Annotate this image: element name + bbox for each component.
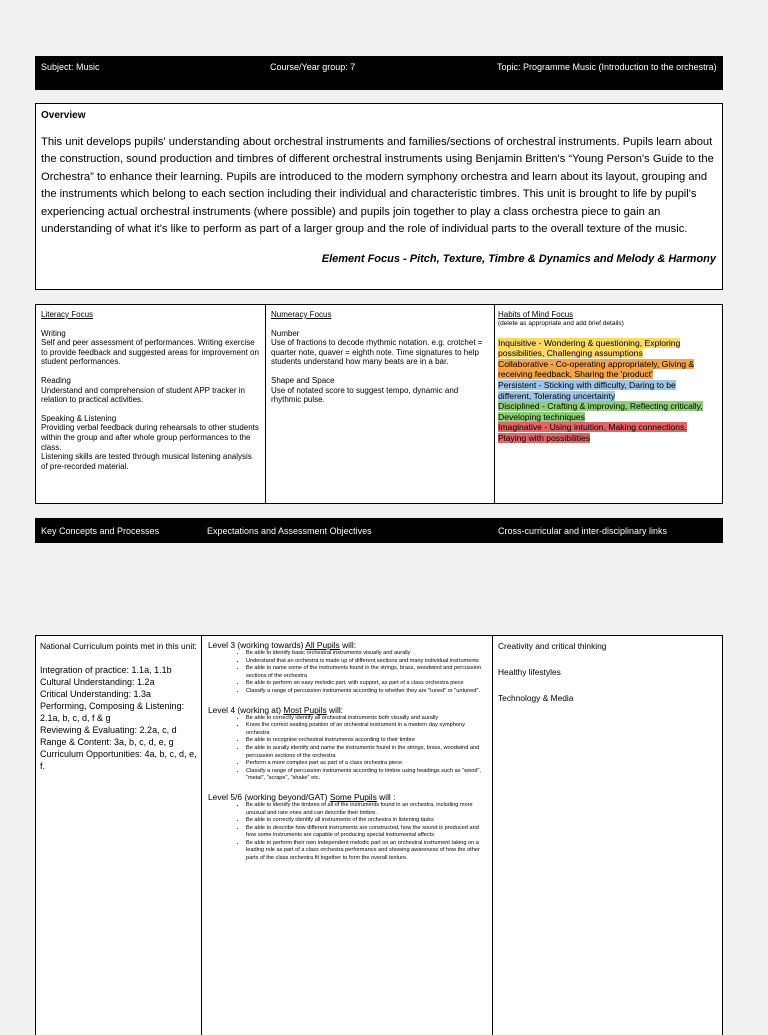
reading-text: Understand and comprehension of student APP tracker in relation to practical activities. — [41, 385, 245, 405]
cross-link-item: Healthy lifestyles — [498, 667, 561, 677]
objective-item: • Be able to name some of the instruments found in the strings, brass, woodwind and percussion sections of the orchestra — [246, 665, 486, 680]
habit-item: Persistent - Sticking with difficulty, Daring to be different, Tolerating uncertainty — [498, 379, 676, 401]
level-pupils: All Pupils — [305, 640, 340, 650]
expectations-heading: Expectations and Assessment Objectives — [207, 526, 372, 536]
habits-list — [498, 338, 708, 444]
objective-item: • Be able to aurally identify and name the instruments found in the strings, brass, woodwind and percussion sections of the orchestra — [246, 745, 486, 760]
objective-item: • Know the correct seating position of an orchestral instrument in a modern day symphony orchestra — [246, 722, 486, 737]
level-prefix: Level 5/6 (working beyond/GAT) — [208, 791, 330, 802]
habit-item: Disciplined - Crafting & improving, Reflecting critically, Developing techniques — [498, 401, 703, 422]
speaking-text: Providing verbal feedback during rehearsals to other students within the group and after whole group performances to the class. — [41, 423, 259, 452]
writing-heading: Writing — [41, 328, 66, 338]
curriculum-line: Performing, Composing & Listening: 2.1a, b, c, d, f & g — [40, 701, 185, 723]
level-prefix: Level 3 (working towards) — [208, 640, 306, 650]
cross-list — [498, 641, 717, 703]
objective-item: • Be able to correctly identify all orchestral instruments both visually and aurally — [246, 715, 486, 723]
curriculum-line: Curriculum Opportunities: 4a, b, c, d, e, f. — [40, 749, 197, 771]
focus-table — [35, 304, 723, 504]
objective-item: • Be able to identify the timbres of all of the instruments found in an orchestra, including more unusual and rare ones and can describe their timbre. — [246, 802, 486, 817]
objective-item: • Be able to identify basic orchestral instruments visually and aurally — [246, 650, 486, 658]
objective-item: • Be able to correctly identify all instruments of the orchestra in listening tasks — [246, 817, 486, 825]
level-suffix: will: — [339, 640, 357, 650]
level-heading — [208, 705, 486, 715]
level-suffix: will: — [326, 704, 344, 715]
objective-item: • Perform a more complex part as part of a class orchestra piece — [246, 760, 486, 768]
cross-link-item: Technology & Media — [498, 693, 574, 703]
course-label: Course/Year group: 7 — [270, 62, 356, 72]
objective-item: • Be able to recognise orchestral instruments according to their timbre — [246, 737, 486, 745]
objective-item: • Classify a range of percussion instruments according to whether they are "tuned" or "untuned". — [246, 688, 486, 696]
number-text: Use of fractions to decode rhythmic notation. e.g. crotchet = quarter note, quaver = eighth note. Time signatures to help students understand how many beats are in a bar. — [271, 338, 483, 367]
national-intro: National Curriculum points met in this unit: — [40, 641, 197, 651]
level-pupils: Most Pupils — [283, 704, 327, 715]
level-heading — [208, 640, 486, 650]
national-lines — [40, 664, 197, 772]
objective-item: • Be able to describe how different instruments are constructed, how the sound is produced and how some instruments are capable of producing special instrumental affects — [246, 825, 486, 840]
curriculum-line: Range & Content: 3a, b, c, d, e, g — [40, 737, 174, 747]
shape-text: Use of notated score to suggest tempo, dynamic and rhythmic pulse. — [271, 385, 459, 405]
literacy-column — [36, 305, 266, 503]
writing-text: Self and peer assessment of performances. Writing exercise to provide feedback and suggested areas for improvement on student performances. — [41, 338, 259, 367]
number-heading: Number — [271, 328, 300, 338]
cross-curricular-column — [493, 636, 722, 1035]
habit-item: Imaginative - Using intuition, Making connections, Playing with possibilities — [498, 422, 687, 443]
key-concepts-bar — [35, 518, 723, 543]
curriculum-line: Cultural Understanding: 1.2a — [40, 677, 155, 687]
level-heading — [208, 792, 486, 802]
key-concepts-heading: Key Concepts and Processes — [41, 526, 160, 536]
literacy-title: Literacy Focus — [41, 310, 94, 319]
curriculum-line: Reviewing & Evaluating: 2.2a, c, d — [40, 725, 177, 735]
levels-container — [208, 640, 486, 863]
reading-heading: Reading — [41, 375, 71, 385]
level-objectives — [208, 650, 486, 696]
shape-heading: Shape and Space — [271, 375, 335, 385]
level-prefix: Level 4 (working at) — [208, 704, 284, 715]
habits-note: (delete as appropriate and add brief details) — [498, 319, 624, 327]
numeracy-title: Numeracy Focus — [271, 310, 332, 319]
header-bar — [35, 56, 723, 90]
curriculum-line: Critical Understanding: 1.3a — [40, 689, 152, 699]
objective-item: • Understand that an orchestra is made up of different sections and many individual instruments — [246, 658, 486, 666]
expectations-column — [202, 636, 493, 1035]
objective-item: • Be able to perform an easy melodic part, with support, as part of a class orchestra piece — [246, 680, 486, 688]
habit-item: Collaborative - Co-operating appropriately, Giving & receiving feedback, Sharing the 'product' — [498, 358, 695, 380]
level-suffix: will : — [376, 791, 396, 802]
listening-text: Listening skills are tested through musical listening analysis of pre-recorded material. — [41, 452, 252, 471]
level-objectives — [208, 715, 486, 783]
habits-title: Habits of Mind Focus — [498, 310, 574, 319]
level-objectives — [208, 802, 486, 863]
habits-column — [495, 305, 722, 503]
overview-body: This unit develops pupils' understanding about orchestral instruments and families/sections of orchestral instruments. Pupils learn about the construction, sound production and timbres of different orchestral instruments using Benjamin Britten's “Young Person's Guide to the Orchestra” to enhance their learning. Pupils are introduced to the modern symphony orchestra and learn about its layout, grouping and the instruments which belong to each section including their individual and characteristic timbres. This unit is brought to life by pupil's experiencing actual orchestral instruments (where possible) and pupils join together to play a class orchestra piece to gain an understanding of what it's like to perform as part of a larger group and the role of individual parts to the overall texture of the music. — [41, 136, 714, 236]
curriculum-line: Integration of practice: 1.1a, 1.1b — [40, 665, 172, 675]
objectives-table — [35, 635, 723, 1035]
speaking-heading: Speaking & Listening — [41, 413, 117, 423]
habit-item: Inquisitive - Wondering & questioning, Exploring possibilities, Challenging assumptions — [498, 337, 681, 359]
topic-label: Topic: Programme Music (Introduction to the orchestra) — [497, 62, 717, 72]
overview-box — [35, 103, 723, 290]
cross-curricular-heading: Cross-curricular and inter-disciplinary links — [498, 526, 668, 536]
objective-item: • Be able to perform their own independent melodic part on an orchestral instrument taking on a leading role as part of a class orchestra performance and showing awareness of how the other parts of the class orchestra fit together to form the overall texture. — [246, 840, 486, 863]
level-pupils: Some Pupils — [329, 791, 377, 802]
objective-item: • Classify a range of percussion instruments according to timbre using headings such as "wood", "metal", "scrape", "shake" etc. — [246, 768, 486, 783]
national-curriculum-column — [36, 636, 202, 1035]
numeracy-column — [266, 305, 495, 503]
subject-label: Subject: Music — [41, 62, 100, 72]
cross-link-item: Creativity and critical thinking — [498, 641, 607, 651]
element-focus: Element Focus - Pitch, Texture, Timbre & Dynamics and Melody & Harmony — [321, 253, 716, 265]
overview-title: Overview — [41, 110, 86, 121]
